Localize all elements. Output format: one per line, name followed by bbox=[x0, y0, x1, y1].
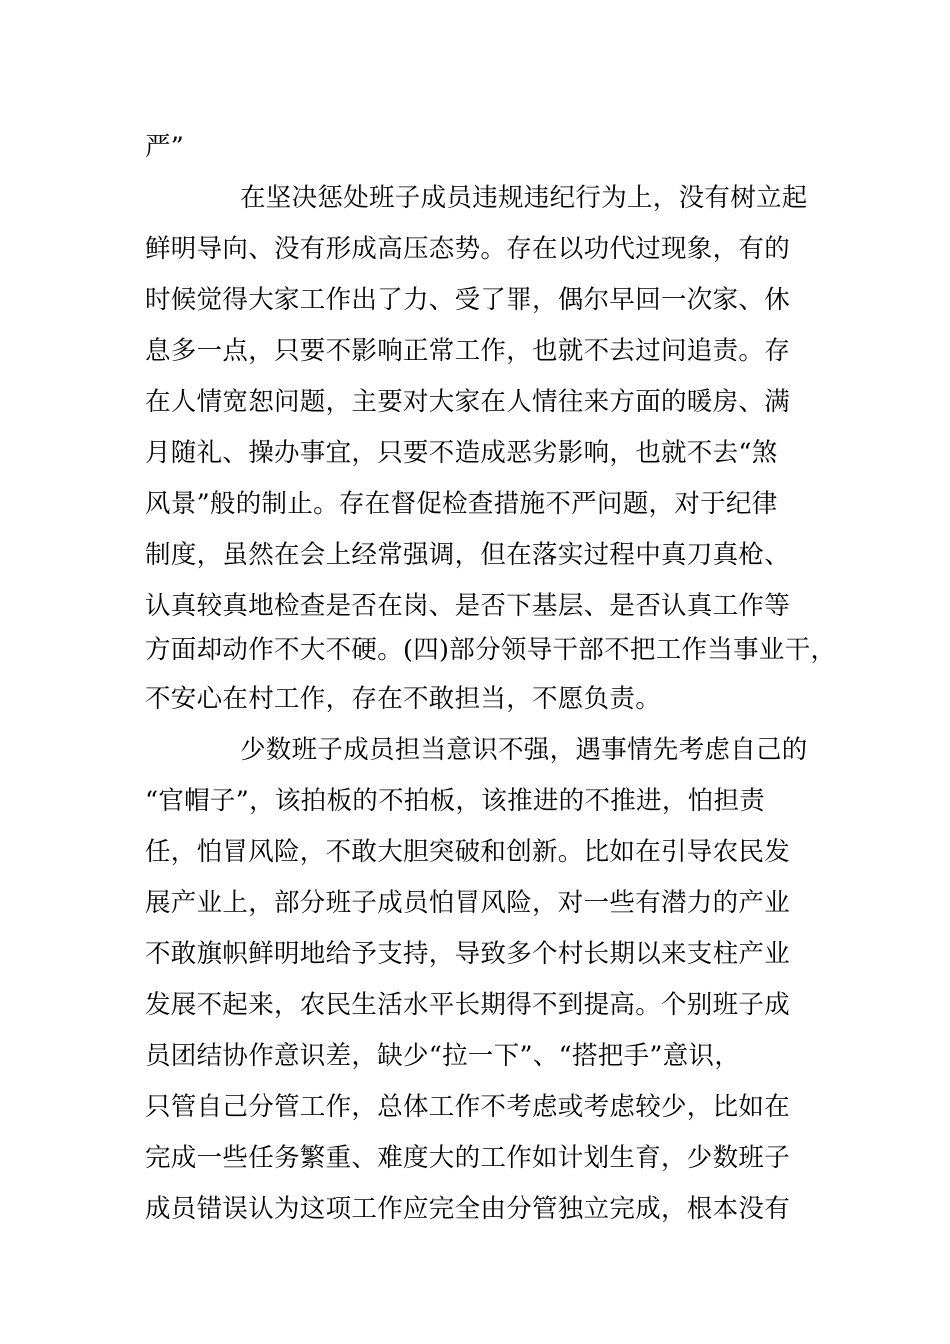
text-line: 只管自己分管工作，总体工作不考虑或考虑较少，比如在 bbox=[145, 1092, 791, 1122]
text-line: 认真较真地检查是否在岗、是否下基层、是否认真工作等 bbox=[145, 591, 791, 621]
text-line: 不安心在村工作，存在不敢担当，不愿负责。 bbox=[145, 684, 662, 714]
text-line: 制度，虽然在会上经常强调，但在落实过程中真刀真枪、 bbox=[145, 540, 791, 570]
text-line: 发展不起来，农民生活水平长期得不到提高。个别班子成 bbox=[145, 990, 791, 1020]
paragraph-start-line: 在坚决惩处班子成员违规违纪行为上，没有树立起 bbox=[240, 183, 808, 213]
text-line: 任，怕冒风险，不敢大胆突破和创新。比如在引导农民发 bbox=[145, 837, 791, 867]
text-line: 成员错误认为这项工作应完全由分管独立完成，根本没有 bbox=[145, 1194, 791, 1224]
text-line: 不敢旗帜鲜明地给予支持，导致多个村长期以来支柱产业 bbox=[145, 939, 791, 969]
text-line: 展产业上，部分班子成员怕冒风险，对一些有潜力的产业 bbox=[145, 888, 791, 918]
paragraph-start-line: 少数班子成员担当意识不强，遇事情先考虑自己的 bbox=[240, 735, 808, 765]
text-line: 风景”般的制止。存在督促检查措施不严问题，对于纪律 bbox=[145, 489, 778, 519]
text-line: 在人情宽恕问题，主要对大家在人情往来方面的暖房、满 bbox=[145, 387, 791, 417]
text-line: 完成一些任务繁重、难度大的工作如计划生育，少数班子 bbox=[145, 1143, 791, 1173]
text-line: 月随礼、操办事宜，只要不造成恶劣影响，也就不去“煞 bbox=[145, 438, 778, 468]
text-line: 鲜明导向、没有形成高压态势。存在以功代过现象，有的 bbox=[145, 234, 791, 264]
text-line: 严” bbox=[145, 132, 185, 162]
text-line: “官帽子”，该拍板的不拍板，该推进的不推进，怕担责 bbox=[145, 786, 766, 816]
text-line: 员团结协作意识差，缺少“拉一下”、“搭把手”意识， bbox=[145, 1041, 741, 1071]
text-line: 时候觉得大家工作出了力、受了罪，偶尔早回一次家、休 bbox=[145, 285, 791, 315]
text-line: 方面却动作不大不硬。(四)部分领导干部不把工作当事业干， bbox=[145, 635, 837, 665]
text-line: 息多一点，只要不影响正常工作，也就不去过问追责。存 bbox=[145, 336, 791, 366]
